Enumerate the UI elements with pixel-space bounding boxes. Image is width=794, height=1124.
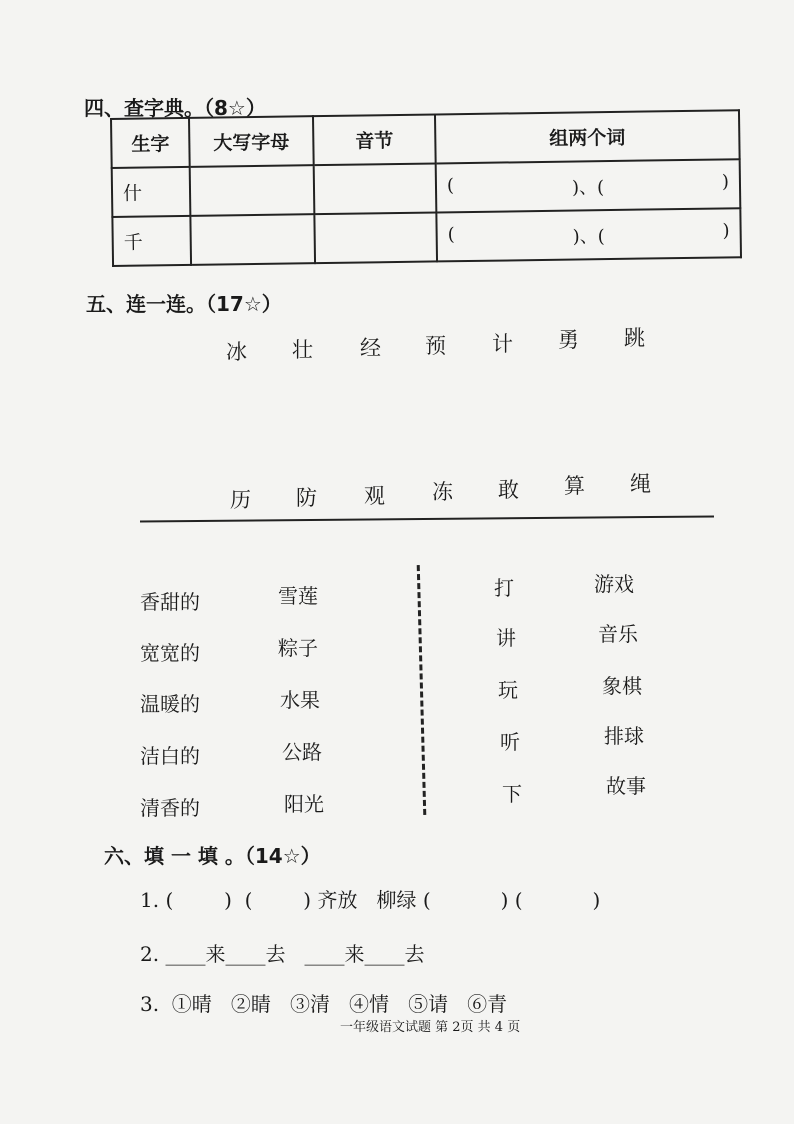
adj-item[interactable]: 洁白的 bbox=[140, 744, 200, 768]
dictionary-table bbox=[110, 109, 742, 267]
adj-item[interactable]: 宽宽的 bbox=[140, 641, 200, 665]
object-item[interactable]: 游戏 bbox=[594, 572, 634, 596]
divider-line bbox=[140, 515, 714, 522]
paren-mid: )、( bbox=[572, 225, 605, 248]
paren-right: ) bbox=[722, 219, 730, 241]
adj-item[interactable]: 香甜的 bbox=[140, 590, 200, 614]
paren-left: ( bbox=[446, 174, 455, 196]
table-header-row bbox=[111, 110, 740, 168]
bottom-char[interactable]: 历 bbox=[230, 488, 251, 512]
capital-cell[interactable] bbox=[190, 165, 315, 216]
paren-right: ) bbox=[721, 170, 730, 192]
syllable-cell[interactable] bbox=[314, 212, 437, 263]
dashed-divider bbox=[417, 565, 427, 815]
noun-item[interactable]: 阳光 bbox=[284, 792, 324, 816]
object-item[interactable]: 排球 bbox=[604, 724, 644, 748]
header-capital: 大写字母 bbox=[189, 116, 314, 167]
words-cell[interactable] bbox=[436, 208, 741, 261]
fill-line-2[interactable]: 2. ____来____去 ____来____去 bbox=[140, 942, 425, 966]
noun-item[interactable]: 粽子 bbox=[278, 636, 318, 660]
row-char: 千 bbox=[112, 216, 191, 266]
capital-cell[interactable] bbox=[190, 214, 315, 265]
top-char[interactable]: 勇 bbox=[558, 328, 579, 352]
row-char: 什 bbox=[112, 167, 191, 217]
header-words: 组两个词 bbox=[435, 110, 740, 163]
verb-item[interactable]: 打 bbox=[494, 576, 514, 600]
bottom-char[interactable]: 观 bbox=[364, 484, 385, 508]
bottom-char[interactable]: 防 bbox=[296, 486, 317, 510]
header-char: 生字 bbox=[111, 118, 190, 168]
top-char[interactable]: 冰 bbox=[226, 340, 247, 364]
top-char[interactable]: 计 bbox=[492, 332, 513, 356]
object-item[interactable]: 象棋 bbox=[602, 674, 642, 698]
table-row bbox=[112, 208, 741, 266]
adj-item[interactable]: 温暖的 bbox=[140, 692, 200, 716]
bottom-char[interactable]: 冻 bbox=[432, 480, 453, 504]
verb-item[interactable]: 听 bbox=[500, 730, 520, 754]
fill-line-3: 3. ①晴 ②睛 ③清 ④情 ⑤请 ⑥青 bbox=[140, 992, 508, 1016]
top-char[interactable]: 跳 bbox=[624, 326, 645, 350]
words-cell[interactable] bbox=[436, 159, 741, 212]
paren-left: ( bbox=[447, 223, 455, 245]
noun-item[interactable]: 雪莲 bbox=[278, 584, 318, 608]
top-char[interactable]: 预 bbox=[425, 334, 446, 358]
syllable-cell[interactable] bbox=[314, 163, 437, 214]
section6-title: 六、填 一 填 。（14☆） bbox=[104, 844, 321, 868]
verb-item[interactable]: 下 bbox=[502, 782, 522, 806]
adj-item[interactable]: 清香的 bbox=[140, 796, 200, 820]
bottom-char[interactable]: 绳 bbox=[630, 472, 651, 496]
page-footer: 一年级语文试题 第 2页 共 4 页 bbox=[340, 1020, 521, 1035]
object-item[interactable]: 音乐 bbox=[598, 622, 638, 646]
section5-title: 五、连一连。（17☆） bbox=[86, 292, 282, 316]
table-row bbox=[112, 159, 741, 217]
bottom-char[interactable]: 敢 bbox=[498, 478, 519, 502]
verb-item[interactable]: 玩 bbox=[498, 678, 518, 702]
section4-title: 四、查字典。（8☆） bbox=[84, 96, 266, 120]
noun-item[interactable]: 公路 bbox=[282, 740, 322, 764]
top-char[interactable]: 壮 bbox=[292, 338, 313, 362]
object-item[interactable]: 故事 bbox=[606, 774, 646, 798]
header-syllable: 音节 bbox=[313, 114, 436, 165]
paren-mid: )、( bbox=[571, 176, 605, 199]
bottom-char[interactable]: 算 bbox=[564, 474, 585, 498]
top-char[interactable]: 经 bbox=[360, 336, 381, 360]
verb-item[interactable]: 讲 bbox=[496, 626, 516, 650]
fill-line-1[interactable]: 1. ( ) ( ) 齐放 柳绿 ( ) ( ) bbox=[140, 888, 601, 912]
noun-item[interactable]: 水果 bbox=[280, 688, 320, 712]
